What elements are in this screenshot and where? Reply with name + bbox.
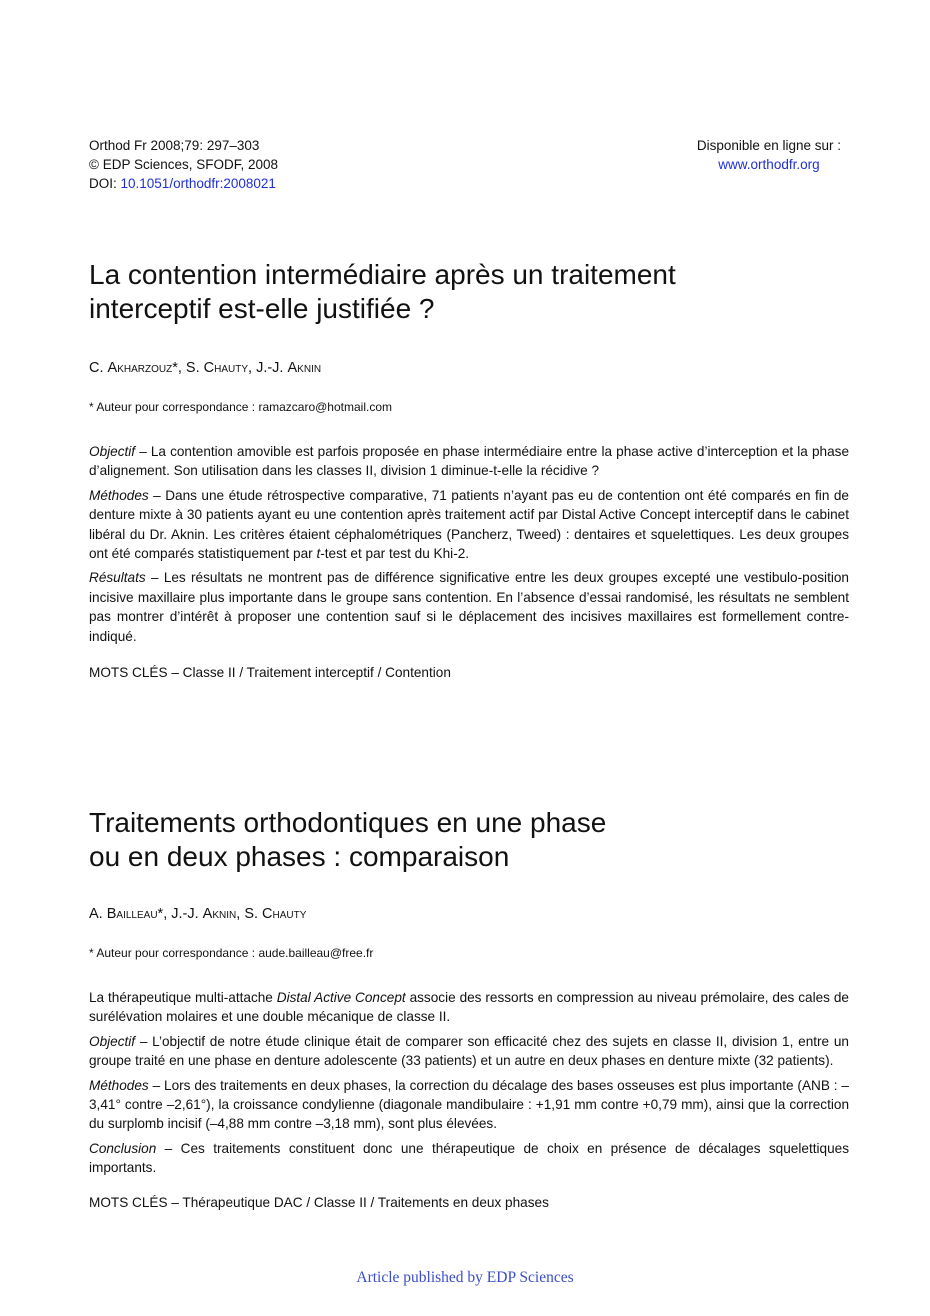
author-initials: J.-J. xyxy=(256,360,288,376)
section-label: Méthodes xyxy=(89,1077,149,1093)
abstract-conclusion xyxy=(89,1139,849,1178)
doi-link[interactable]: 10.1051/orthodfr:2008021 xyxy=(120,176,276,191)
section-label: Objectif xyxy=(89,444,136,459)
journal-citation: Orthod Fr 2008;79: 297–303 xyxy=(89,138,260,153)
section-text: – Les résultats ne montrent pas de différence significative entre les deux groupes excepté une vestibulo-position incisive maxillaire plus importante dans le groupe sans contention. En l’absence d’essai randomisé, les résultats ne semblent pas montrer d’intérêt à proposer une contention sauf si le déplacement des incisives maxillaires est formellement contre-indiqué. xyxy=(89,570,849,644)
doi-line xyxy=(89,174,278,193)
author-separator: , xyxy=(248,360,257,376)
section-label: Résultats xyxy=(89,570,146,586)
author-initials: S. xyxy=(244,906,263,922)
publisher-link[interactable]: Article published by EDP Sciences xyxy=(356,1269,574,1286)
intro-italic: Distal Active Concept xyxy=(276,990,406,1005)
author-name: Aknin xyxy=(202,906,237,922)
copyright-line: © EDP Sciences, SFODF, 2008 xyxy=(89,157,279,172)
section-label: Conclusion xyxy=(89,1140,157,1156)
abstract-resultats xyxy=(89,568,849,646)
author-name: Akharzouz xyxy=(107,360,173,376)
online-label: Disponible en ligne sur : xyxy=(696,138,841,153)
article-2-title-line-1: Traitements orthodontiques en une phase xyxy=(89,807,607,838)
author-name: Bailleau xyxy=(106,906,158,922)
intro-text: La thérapeutique multi-attache xyxy=(89,990,277,1005)
section-text: – Ces traitements constituent donc une thérapeutique de choix en présence de décalages squelettiques importants. xyxy=(89,1140,849,1176)
author-initials: S. xyxy=(185,360,204,376)
section-text-end: -test et par test du Khi-2. xyxy=(320,546,470,562)
article-2-authors xyxy=(89,905,849,923)
author-separator: , xyxy=(236,906,245,922)
article-1-title-line-1: La contention intermédiaire après un traitement xyxy=(89,259,676,290)
abstract-objectif xyxy=(89,442,849,481)
article-1-authors xyxy=(89,359,849,377)
article-2-title-line-2: ou en deux phases : comparaison xyxy=(89,841,510,872)
article-1-abstract xyxy=(89,442,849,646)
article-2-keywords: MOTS CLÉS – Thérapeutique DAC / Classe II / Traitements en deux phases xyxy=(89,1194,549,1210)
author-name: Chauty xyxy=(262,906,307,922)
section-text: – La contention amovible est parfois proposée en phase intermédiaire entre la phase active d’interception et la phase d’alignement. Son utilisation dans les classes II, division 1 diminue-t-elle la récidive ? xyxy=(89,444,849,479)
author-name: Aknin xyxy=(287,360,322,376)
abstract-methodes xyxy=(89,1076,849,1134)
publisher-footer xyxy=(0,1269,930,1287)
article-1-title-line-2: interceptif est-elle justifiée ? xyxy=(89,293,435,324)
doi-label: DOI: xyxy=(89,176,121,191)
section-label: Objectif xyxy=(89,1033,136,1049)
author-name: Chauty xyxy=(203,360,249,376)
article-2-abstract xyxy=(89,988,849,1178)
article-1 xyxy=(89,258,849,682)
section-text: – L’objectif de notre étude clinique était de comparer son efficacité chez des sujets en classe II, division 1, entre un groupe traité en une phase en denture adolescente (33 patients) et un autre en deux phases en denture mixte (32 patients). xyxy=(89,1033,849,1069)
abstract-objectif xyxy=(89,1032,849,1071)
journal-meta xyxy=(89,136,278,193)
website-link[interactable]: www.orthodfr.org xyxy=(718,157,820,172)
section-label: Méthodes xyxy=(89,487,149,503)
author-initials: A. xyxy=(89,906,107,922)
online-availability xyxy=(697,136,841,174)
author-separator: *, xyxy=(172,360,186,376)
italic-t: t xyxy=(316,546,321,562)
article-2 xyxy=(89,806,849,1212)
section-text: – Dans une étude rétrospective comparative, 71 patients n’ayant pas eu de contention ont été comparés en fin de denture mixte à 30 patients ayant eu une contention après traitement actif par Distal Active Concept interceptif dans le cabinet libéral du Dr. Aknin. Les critères étaient céphalométriques (Pancherz, Tweed) : dentaires et squelettiques. Les deux groupes ont été comparés statistiquement par xyxy=(89,487,849,562)
author-separator: *, xyxy=(157,906,172,922)
abstract-methodes xyxy=(89,486,849,564)
author-initials: C. xyxy=(89,360,108,376)
abstract-intro xyxy=(89,988,849,1027)
section-text: – Lors des traitements en deux phases, la correction du décalage des bases osseuses est plus importante (ANB : –3,41° contre –2,61°), la croissance condylienne (diagonale mandibulaire : +1,91 mm contre +0,79 mm), ainsi que la correction du surplomb incisif (–4,88 mm contre –3,18 mm), sont plus élevées. xyxy=(89,1077,849,1132)
article-2-title xyxy=(89,806,849,874)
article-2-correspondence: * Auteur pour correspondance : aude.bailleau@free.fr xyxy=(89,946,374,960)
article-1-keywords: MOTS CLÉS – Classe II / Traitement interceptif / Contention xyxy=(89,665,451,681)
author-initials: J.-J. xyxy=(171,906,203,922)
article-1-title xyxy=(89,258,849,326)
intro-text-end: associe des ressorts en compression au niveau prémolaire, des cales de surélévation molaires et une double mécanique de classe II. xyxy=(89,990,849,1025)
article-1-correspondence: * Auteur pour correspondance : ramazcaro@hotmail.com xyxy=(89,400,392,414)
